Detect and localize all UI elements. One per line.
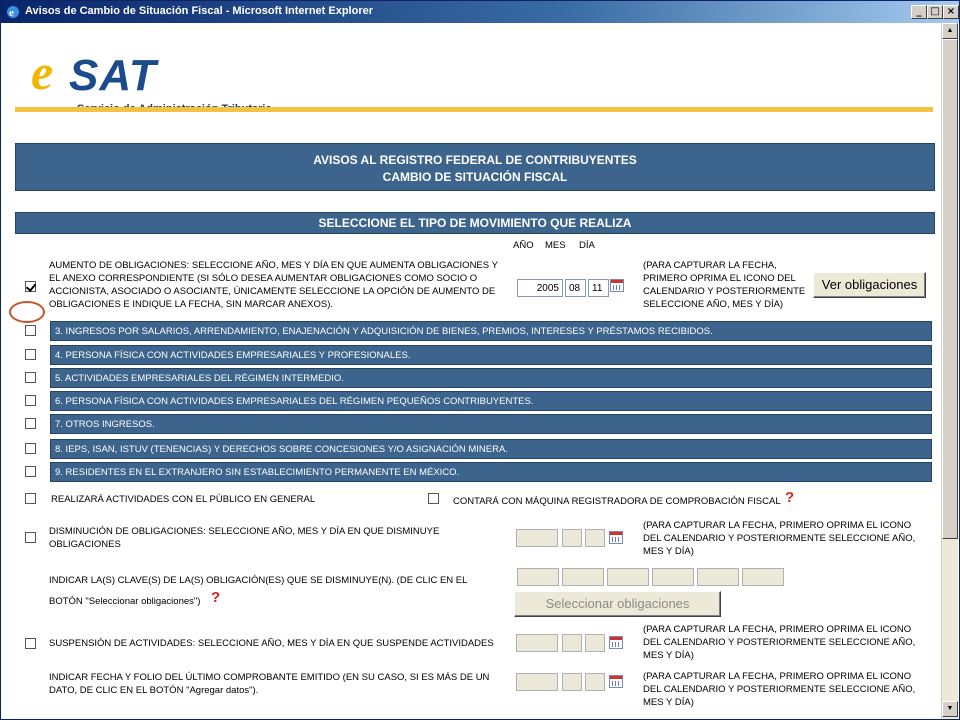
clave-field-5[interactable]: [697, 568, 739, 586]
anexo-3-bar: 3. INGRESOS POR SALARIOS, ARRENDAMIENTO, ENAJENACIÓN Y ADQUISICIÓN DE BIENES, PREMIOS, INTERESES Y PRÉSTAMOS RECIBIDOS.: [50, 321, 932, 341]
section-header-movimiento: SELECCIONE EL TIPO DE MOVIMIENTO QUE REALIZA: [15, 212, 935, 234]
suspension-month-field[interactable]: [562, 634, 582, 652]
suspension-day-field[interactable]: [585, 634, 605, 652]
maquina-checkbox[interactable]: [428, 493, 439, 504]
anexo-9-checkbox[interactable]: [25, 466, 36, 477]
disminucion-year-field[interactable]: [516, 529, 558, 547]
anexo-4-checkbox[interactable]: [25, 349, 36, 360]
anexo-6-checkbox[interactable]: [25, 395, 36, 406]
calendar-icon[interactable]: [609, 531, 623, 544]
scroll-down-button[interactable]: ▼: [942, 701, 958, 717]
aumento-year-field[interactable]: [517, 279, 563, 297]
suspension-checkbox[interactable]: [25, 638, 36, 649]
maximize-button[interactable]: □: [927, 5, 943, 19]
help-icon[interactable]: ?: [785, 489, 795, 506]
comprobante-month-field[interactable]: [562, 673, 582, 691]
clave-field-2[interactable]: [562, 568, 604, 586]
vertical-scrollbar[interactable]: [941, 23, 958, 719]
clave-field-4[interactable]: [652, 568, 694, 586]
scroll-up-button[interactable]: ▲: [942, 23, 958, 39]
anexo-6-bar: 6. PERSONA FÍSICA CON ACTIVIDADES EMPRESARIALES DEL RÉGIMEN PEQUEÑOS CONTRIBUYENTES.: [50, 391, 932, 411]
publico-checkbox[interactable]: [25, 493, 36, 504]
anexo-7-bar: 7. OTROS INGRESOS.: [50, 414, 932, 434]
anexo-4-bar: 4. PERSONA FÍSICA CON ACTIVIDADES EMPRESARIALES Y PROFESIONALES.: [50, 345, 932, 365]
page-title: AVISOS AL REGISTRO FEDERAL DE CONTRIBUYENTES CAMBIO DE SITUACIÓN FISCAL: [15, 143, 935, 191]
comprobante-day-field[interactable]: [585, 673, 605, 691]
clave-field-6[interactable]: [742, 568, 784, 586]
anexo-8-bar: 8. IEPS, ISAN, ISTUV (TENENCIAS) Y DERECHOS SOBRE CONCESIONES Y/O ASIGNACIÓN MINERA.: [50, 439, 932, 459]
clave-field-3[interactable]: [607, 568, 649, 586]
maquina-label: CONTARÁ CON MÁQUINA REGISTRADORA DE COMPROBACIÓN FISCAL: [453, 496, 781, 507]
comprobante-hint: (PARA CAPTURAR LA FECHA, PRIMERO OPRIMA EL ICONO DEL CALENDARIO Y POSTERIORMENTE SELECCIONE AÑO, MES Y DÍA): [643, 671, 916, 708]
gold-divider: [15, 107, 933, 112]
anexo-3-checkbox[interactable]: [25, 325, 36, 336]
help-icon[interactable]: ?: [211, 589, 221, 606]
anexo-5-bar: 5. ACTIVIDADES EMPRESARIALES DEL RÉGIMEN INTERMEDIO.: [50, 368, 932, 388]
aumento-checkbox[interactable]: [25, 281, 36, 292]
page-content: [3, 23, 941, 719]
calendar-icon[interactable]: [610, 279, 624, 292]
sat-logo: e SAT: [29, 45, 299, 117]
disminucion-checkbox[interactable]: [25, 532, 36, 543]
disminucion-text: DISMINUCIÓN DE OBLIGACIONES: SELECCIONE AÑO, MES Y DÍA EN QUE DISMINUYE OBLIGACIONES: [49, 526, 440, 550]
clave-field-1[interactable]: [517, 568, 559, 586]
svg-text:e: e: [9, 7, 14, 19]
calendar-icon[interactable]: [609, 636, 623, 649]
disminucion-hint: (PARA CAPTURAR LA FECHA, PRIMERO OPRIMA EL ICONO DEL CALENDARIO Y POSTERIORMENTE SELECCIONE AÑO, MES Y DÍA): [643, 520, 916, 557]
window-title: Avisos de Cambio de Situación Fiscal - Microsoft Internet Explorer: [25, 5, 373, 17]
minimize-button[interactable]: _: [911, 5, 927, 19]
anexo-8-checkbox[interactable]: [25, 443, 36, 454]
disminucion-day-field[interactable]: [585, 529, 605, 547]
comprobante-text: INDICAR FECHA Y FOLIO DEL ÚLTIMO COMPROBANTE EMITIDO (EN SU CASO, SI ES MÁS DE UN DATO, DE CLIC EN EL BOTÓN "Agregar datos").: [49, 672, 490, 696]
anexo-7-checkbox[interactable]: [25, 418, 36, 429]
suspension-year-field[interactable]: [516, 634, 558, 652]
title-bar: [1, 1, 959, 23]
publico-label: REALIZARÁ ACTIVIDADES CON EL PÚBLICO EN GENERAL: [51, 494, 316, 505]
highlight-circle: [9, 301, 45, 323]
suspension-text: SUSPENSIÓN DE ACTIVIDADES: SELECCIONE AÑO, MES Y DÍA EN QUE SUSPENDE ACTIVIDADES: [49, 638, 494, 649]
anexo-9-bar: 9. RESIDENTES EN EL EXTRANJERO SIN ESTABLECIMIENTO PERMANENTE EN MÉXICO.: [50, 462, 932, 482]
scroll-thumb[interactable]: [942, 39, 958, 539]
day-label: DÍA: [579, 240, 595, 251]
aumento-day-field[interactable]: [588, 279, 609, 297]
close-button[interactable]: ×: [943, 5, 959, 19]
anexo-5-checkbox[interactable]: [25, 372, 36, 383]
month-label: MES: [545, 240, 566, 251]
calendar-icon[interactable]: [609, 675, 623, 688]
claves-text-1: INDICAR LA(S) CLAVE(S) DE LA(S) OBLIGACIÓN(ES) QUE SE DISMINUYE(N). (DE CLIC EN EL: [49, 575, 468, 586]
aumento-month-field[interactable]: [565, 279, 586, 297]
seleccionar-obligaciones-button[interactable]: Seleccionar obligaciones: [514, 591, 721, 617]
year-label: AÑO: [513, 240, 534, 251]
suspension-hint: (PARA CAPTURAR LA FECHA, PRIMERO OPRIMA EL ICONO DEL CALENDARIO Y POSTERIORMENTE SELECCIONE AÑO, MES Y DÍA): [643, 624, 916, 661]
claves-text-2: BOTÓN "Seleccionar obligaciones"): [49, 596, 201, 607]
aumento-text: AUMENTO DE OBLIGACIONES: SELECCIONE AÑO, MES Y DÍA EN QUE AUMENTA OBLIGACIONES Y EL ANEXO CORRESPONDIENTE (SI SÓLO DESEA AUMENTAR OBLIGACIONES COMO SOCIO O ACCIONISTA, ASOCIADO O ASOCIANTE, ÚNICAMENTE SELECCIONE LA OPCIÓN DE AUMENTO DE OBLIGACIONES E INDIQUE LA FECHA, SIN MARCAR ANEXOS).: [49, 260, 498, 310]
internet-explorer-icon: [5, 4, 21, 20]
disminucion-month-field[interactable]: [562, 529, 582, 547]
comprobante-year-field[interactable]: [516, 673, 558, 691]
aumento-hint: (PARA CAPTURAR LA FECHA, PRIMERO OPRIMA EL ICONO DEL CALENDARIO Y POSTERIORMENTE SELECCIONE AÑO, MES Y DÍA): [643, 260, 806, 310]
ver-obligaciones-button[interactable]: Ver obligaciones: [813, 272, 926, 298]
